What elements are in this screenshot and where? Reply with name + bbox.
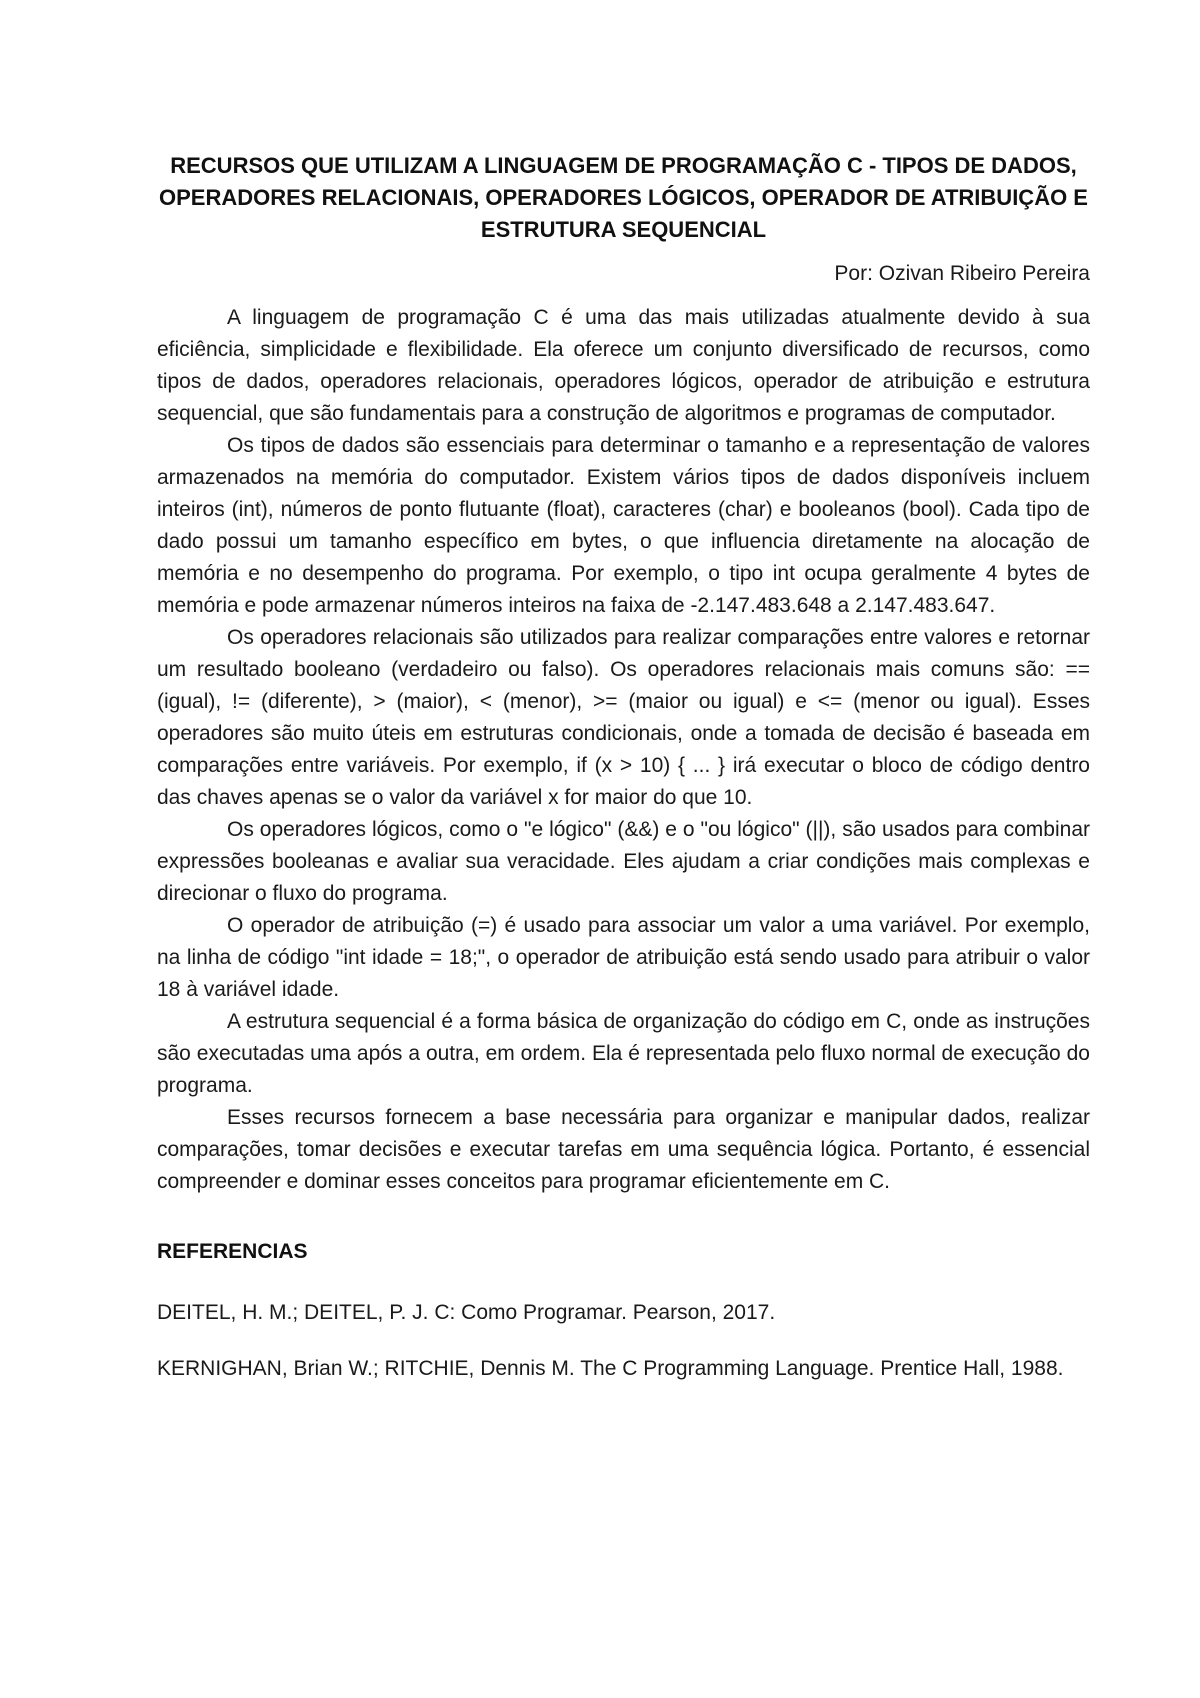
references-heading: REFERENCIAS [157, 1240, 308, 1263]
paragraph-introduction: A linguagem de programação C é uma das mais utilizadas atualmente devido à sua eficiência, simplicidade e flexibilidade. Ela oferece um conjunto diversificado de recursos, como tipos de dados, operadores relacionais, operadores lógicos, operador de atribuição e estrutura sequencial, que são fundamentais para a construção de algoritmos e programas de computador. [157, 306, 1090, 425]
paragraph-data-types: Os tipos de dados são essenciais para determinar o tamanho e a representação de valores armazenados na memória do computador. Existem vários tipos de dados disponíveis incluem inteiros (int), números de ponto flutuante (float), caracteres (char) e booleanos (bool). Cada tipo de dado possui um tamanho específico em bytes, o que influencia diretamente na alocação de memória e no desempenho do programa. Por exemplo, o tipo int ocupa geralmente 4 bytes de memória e pode armazenar números inteiros na faixa de -2.147.483.648 a 2.147.483.647. [157, 434, 1090, 617]
reference-item: DEITEL, H. M.; DEITEL, P. J. C: Como Programar. Pearson, 2017. [157, 1301, 776, 1324]
paragraph-conclusion: Esses recursos fornecem a base necessária para organizar e manipular dados, realizar comparações, tomar decisões e executar tarefas em uma sequência lógica. Portanto, é essencial compreender e dominar esses conceitos para programar eficientemente em C. [157, 1106, 1090, 1193]
document-title: RECURSOS QUE UTILIZAM A LINGUAGEM DE PROGRAMAÇÃO C - TIPOS DE DADOS, OPERADORES RELACIONAIS, OPERADORES LÓGICOS, OPERADOR DE ATRIBUIÇÃO E ESTRUTURA SEQUENCIAL [159, 153, 1088, 242]
author-line: Por: Ozivan Ribeiro Pereira [834, 262, 1090, 285]
reference-item: KERNIGHAN, Brian W.; RITCHIE, Dennis M. The C Programming Language. Prentice Hall, 1988. [157, 1357, 1064, 1380]
paragraph-logical-operators: Os operadores lógicos, como o "e lógico" (&&) e o "ou lógico" (||), são usados para combinar expressões booleanas e avaliar sua veracidade. Eles ajudam a criar condições mais complexas e direcionar o fluxo do programa. [157, 818, 1090, 905]
paragraph-relational-operators: Os operadores relacionais são utilizados para realizar comparações entre valores e retornar um resultado booleano (verdadeiro ou falso). Os operadores relacionais mais comuns são: == (igual), != (diferente), > (maior), < (menor), >= (maior ou igual) e <= (menor ou igual). Esses operadores são muito úteis em estruturas condicionais, onde a tomada de decisão é baseada em comparações entre variáveis. Por exemplo, if (x > 10) { ... } irá executar o bloco de código dentro das chaves apenas se o valor da variável x for maior do que 10. [157, 626, 1090, 809]
paragraph-sequential-structure: A estrutura sequencial é a forma básica de organização do código em C, onde as instruções são executadas uma após a outra, em ordem. Ela é representada pelo fluxo normal de execução do programa. [157, 1010, 1090, 1097]
document-body [157, 302, 1090, 1198]
document-page [157, 150, 1090, 1384]
paragraph-assignment-operator: O operador de atribuição (=) é usado para associar um valor a uma variável. Por exemplo, na linha de código "int idade = 18;", o operador de atribuição está sendo usado para atribuir o valor 18 à variável idade. [157, 914, 1090, 1001]
